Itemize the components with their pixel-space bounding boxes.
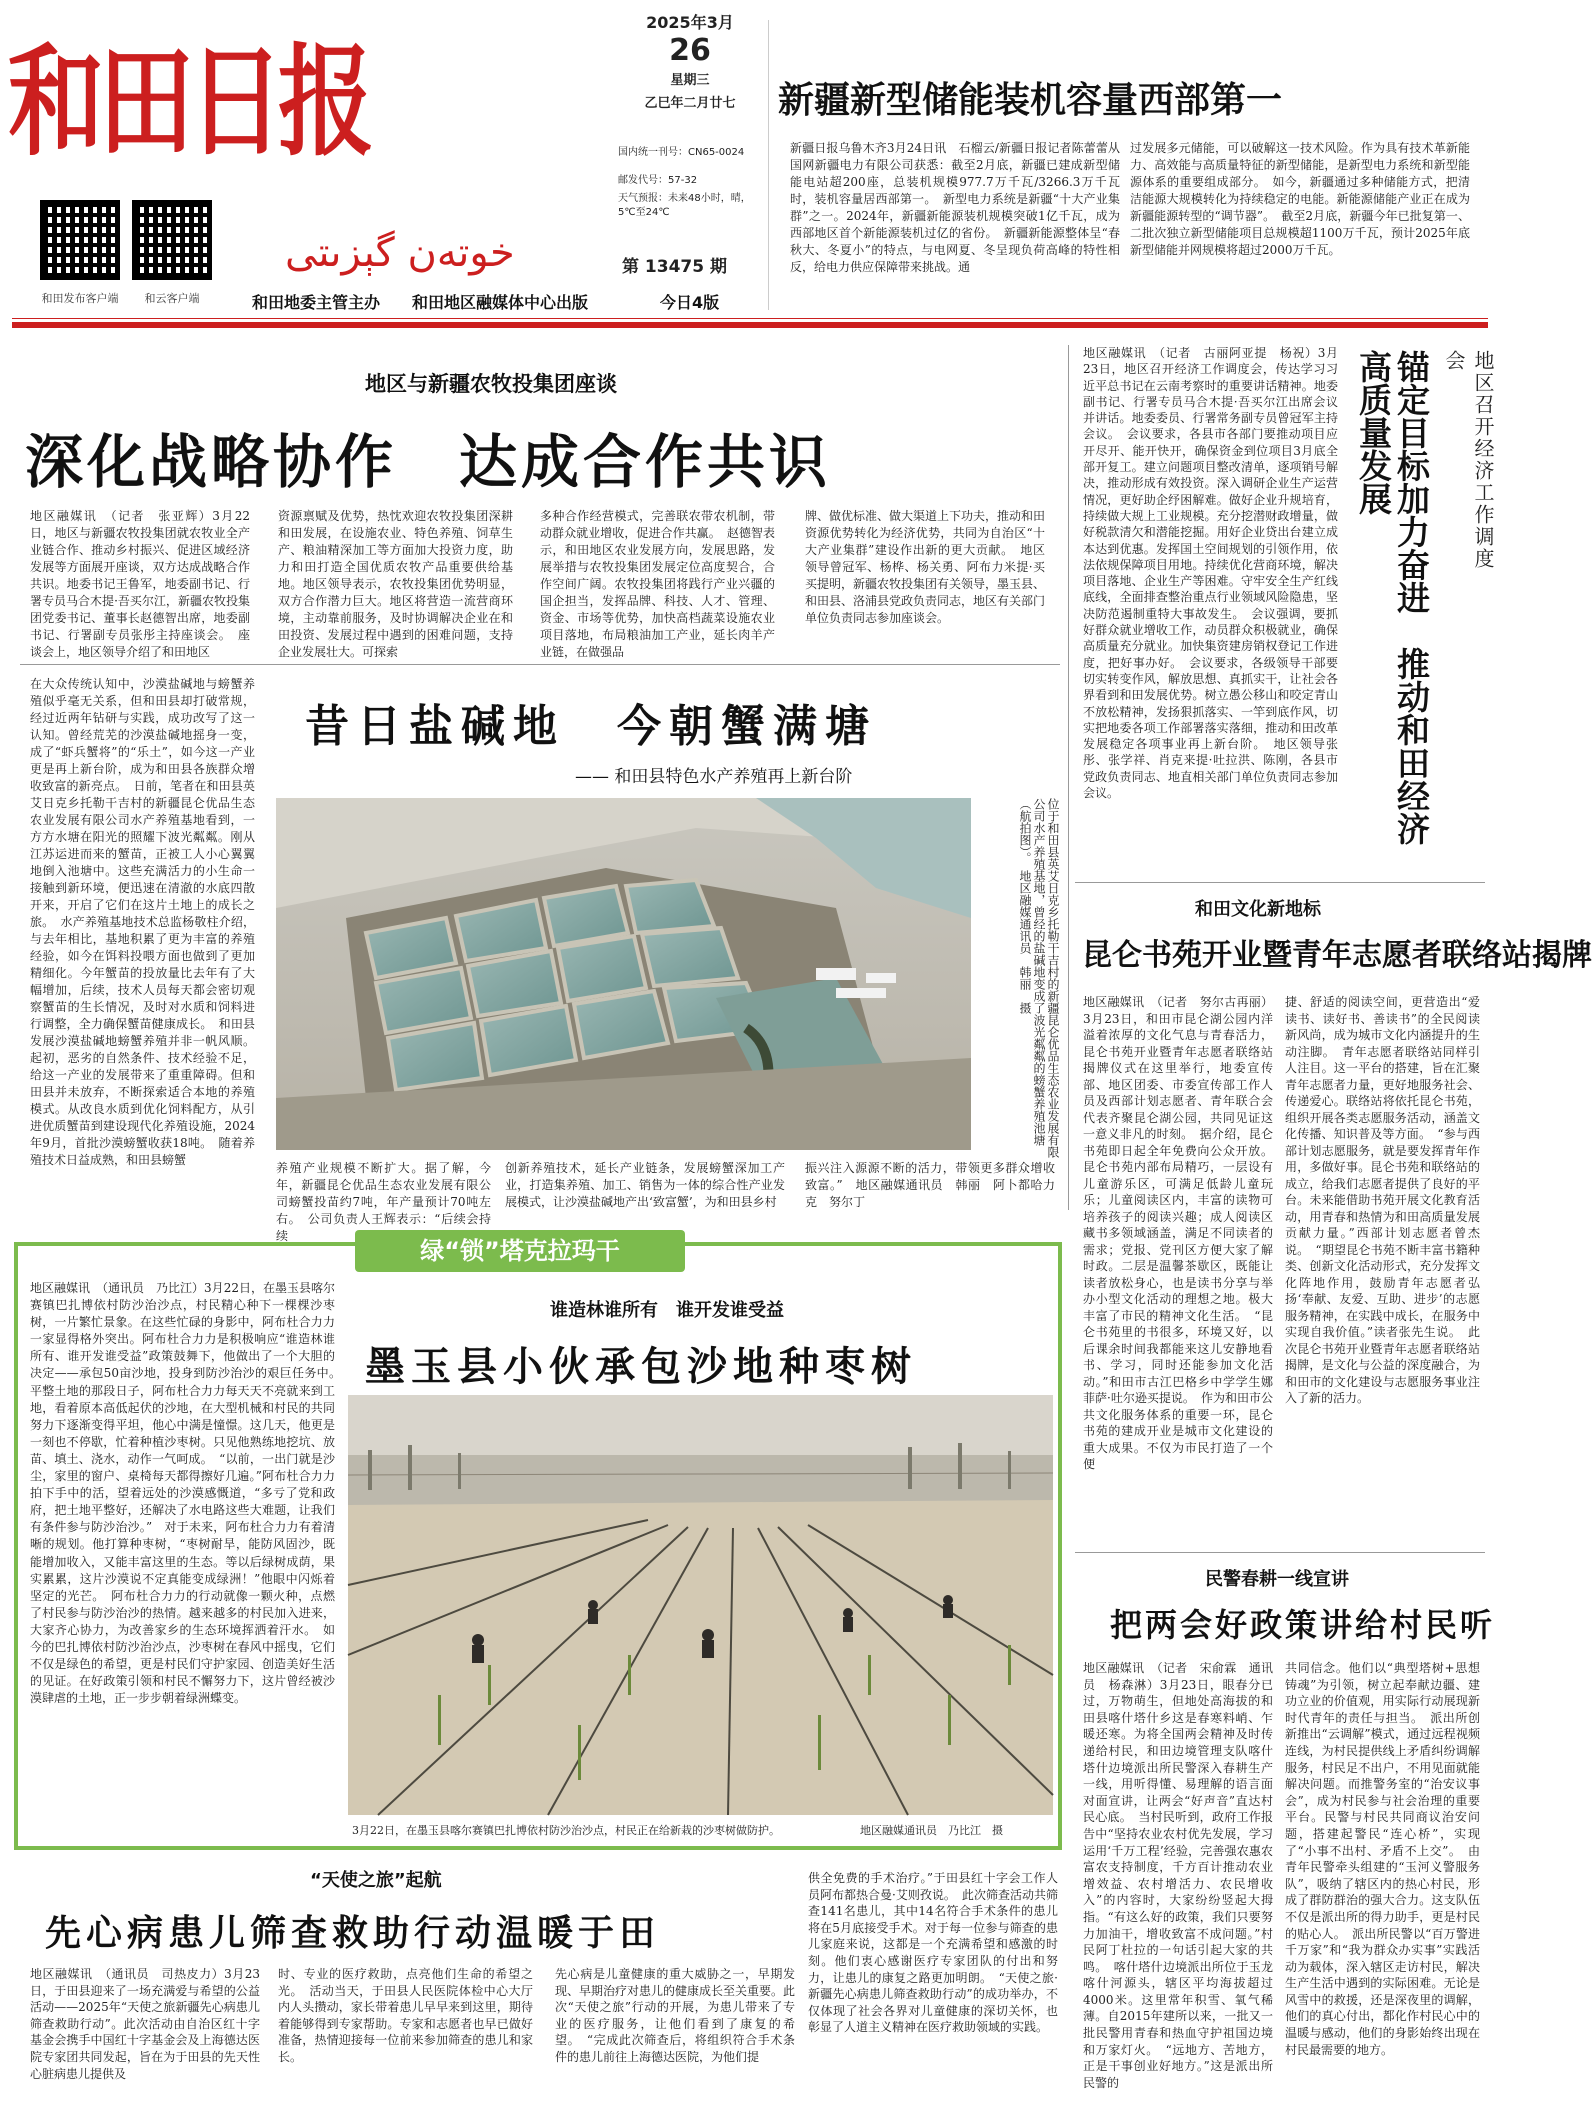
story-c-kicker: 地区召开经济工作调度会: [1442, 350, 1495, 570]
story-g-col1: 地区融媒讯 （通讯员 司热皮力）3月23日，于田县迎来了一场充满爱与希望的公益活动——2025年“天使之旅新疆先心病患儿筛查救助行动”。此次活动由自治区红十字基金会携手中国红十字基金会及上海德达医院专家团共同发起，旨在为于田县的先天性心脏病患儿提供及: [30, 1967, 260, 2081]
story-a-col3: 多种合作经营模式，完善联农带农机制，带动群众就业增收，促进合作共赢。 赵德智表示，和田地区农业发展方向，发展思路，发展举措与农牧投集团发展定位高度契合，合作空间广阔。农牧投集团将践行产业兴疆的国企担当，发挥品牌、科技、人才、管理、资金、市场等优势，加快高档蔬菜设施农业项目落地，布局粮油加工产业，延长肉羊产业链，在做强品: [540, 509, 775, 659]
masthead-rule: [12, 318, 1488, 319]
story-f-kicker: 民警春耕一线宣讲: [1205, 1569, 1349, 1590]
masthead-title: 和田日报: [8, 30, 368, 172]
story-g-kicker: “天使之旅”起航: [310, 1870, 442, 1891]
story-f-col2: 共同信念。他们以“典型塔树+思想铸魂”为引领，树立起奉献边疆、建功立业的价值观，用实际行动展现新时代青年的责任与担当。 派出所创新推出“云调解”模式，通过远程视频连线，为村民提供线上矛盾纠纷调解服务，村民足不出户，不用见面就能解决问题。而推警务室的“治安议事会”，成为村民参与社会治理的重要平台。民警与村民共同商议治安问题，搭建起警民“连心桥”，实现了“小事不出村、矛盾不上交”。 由青年民警牵头组建的“玉河义警服务队”，吸纳了辖区内的热心村民，形成了群防群治的强大合力。这支队伍不仅是派出所的得力助手，更是村民的贴心人。 派出所民警以“百万警进千万家”和“我为群众办实事”实践活动为载体，深入辖区走访村民，解决生产生活中遇到的实际困难。无论是风雪中的救援，还是深夜里的调解，他们的真心付出，都化作村民心中的温暖与感动，他们的身影始终出现在村民最需要的地方。: [1285, 1661, 1480, 2057]
story-c-text: 地区融媒讯 （记者 古丽阿亚提 杨祝）3月23日，地区召开经济工作调度会，传达学习习近平总书记在云南考察时的重要讲话精神。地委副书记、行署专员马合木提·吾买尔江出席会议并讲话。地委委员、行署常务副专员曾冠军主持会议。 会议要求，各县市各部门要推动项目应开尽开、能开快开，确保资金到位项目3月底全部开复工。建立问题项目整改清单，逐项销号解决，推动形成有效投资。深入调研企业生产运营情况，更好助企纾困解难。做好企业升规培育，持续做大规上工业规模。充分挖潜财政增量，做好税款清欠和潜能挖掘。用好企业贷出台建立成本达到优惠。发挥国土空间规划的引领作用，依法依规保障项目用地。持续优化营商环境，解决项目落地、企业生产等困难。守牢安全生产红线底线，全面排查整治重点行业领域风险隐患，坚决防范遏制重特大事故发生。 会议强调，要抓好群众就业增收工作，动员群众积极就业，确保高质量充分就业。加快集资建房销权登记工作进度，把好事办好。 会议要求，各级领导干部要切实转变作风，解放思想、真抓实干，让社会各界看到和田发展优势。树立愚公移山和咬定青山不放松精神，发扬狠抓落实、一竿到底作风，切实把地委各项工作部署落实落细，推动和田改革发展稳定各项事业再上新台阶。 地区领导张彤、张学祥、肖克来提·吐拉洪、陈刚，各县市党政负责同志、地直相关部门单位负责同志参加会议。: [1083, 346, 1338, 801]
qr-code-icon[interactable]: [40, 200, 120, 280]
masthead-uyghur-title: خوتەن گېزىتى: [285, 230, 515, 276]
story-e-photo-credit: 地区融媒通讯员 乃比江 摄: [860, 1824, 1003, 1837]
issue-number: 第 13475 期: [622, 257, 727, 277]
jujube-planting-photo: [348, 1395, 1053, 1815]
story-b-bottom-col3: 振兴注入源源不断的活力，带领更多群众增收致富。” 地区融媒通讯员 韩丽 阿卜都哈力克 努尔丁: [805, 1161, 1055, 1209]
story-g-col4: 供全免费的手术治疗。”于田县红十字会工作人员阿布都热合曼·艾则孜说。 此次筛查活动共筛查141名患儿，其中14名符合手术条件的患儿将在5月底接受手术。对于每一位参与筛查的患儿家庭来说，这都是一个充满希望和感激的时刻。他们衷心感谢医疗专家团队的付出和努力，让患儿的康复之路更加明朗。 “天使之旅·新疆先心病患儿筛查救助行动”的成功举办，不仅体现了社会各界对儿童健康的深切关怀，也彰显了人道主义精神在医疗救助领域的实践。: [808, 1871, 1058, 2035]
story-a-col1: 地区融媒讯 （记者 张亚辉）3月22日，地区与新疆农牧投集团就农牧业全产业链合作、推动乡村振兴、促进区域经济发展等方面展开座谈，双方达成战略合作共识。地委书记王鲁军，地委副书记、行署专员马合木提·吾买尔江，新疆农牧投集团党委书记、董事长赵德智出席，地委副书记、行署副专员张彤主持座谈会。 座谈会上，地区领导介绍了和田地区: [30, 509, 250, 659]
story-g-headline: 先心病患儿筛查救助行动温暖于田: [45, 1912, 661, 1954]
story-d-kicker: 和田文化新地标: [1195, 899, 1321, 920]
story-b-headline: 昔日盐碱地 今朝蟹满塘: [305, 701, 877, 752]
issn: 国内统一刊号：CN65-0024: [618, 147, 745, 158]
story-e-headline: 墨玉县小伙承包沙地种枣树: [365, 1343, 917, 1390]
weather-forecast: 天气预报：未来48小时，晴，5℃至24℃: [618, 193, 751, 218]
issue-lunar: 乙巳年二月廿七: [644, 96, 736, 111]
top-story-col2: 过发展多元储能，可以破解这一技术风险。作为具有技术革新能力、高效能与高质量特征的新型储能，是新型电力系统和新型能源体系的重要组成部分。 如今，新疆通过多种储能方式，把清洁能源大规模转化为持续稳定的电能。新能源储能产业正在成为新疆能源转型的“调节器”。 截至2月底，新疆今年已批复第一、二批次独立新型储能项目总规模超1100万千瓦，预计2025年底新型储能并网规模将超过2000万千瓦。: [1130, 141, 1470, 257]
issue-year-month: 2025年3月: [646, 13, 734, 32]
story-b-bottom-col2: 创新养殖技术，延长产业链条，发展螃蟹深加工产业，打造集养殖、加工、销售为一体的综合性产业发展模式，让沙漠盐碱地产出‘致富蟹’，为和田县乡村: [505, 1161, 785, 1209]
story-d-headline: 昆仑书苑开业暨青年志愿者联络站揭牌: [1082, 938, 1592, 973]
story-e-banner: 绿“锁”塔克拉玛干: [355, 1230, 685, 1272]
story-a-col2: 资源禀赋及优势，热忱欢迎农牧投集团深耕和田发展，在设施农业、特色养殖、饲草生产、粮油精深加工等方面加大投资力度，助力和田打造全国优质农牧产品重要供给基地。地区领导表示，农牧投集团优势明显，双方合作潜力巨大。地区将营造一流营商环境，主动靠前服务，及时协调解决企业在和田投资、发展过程中遇到的困难问题，支持企业发展壮大。可探索: [278, 509, 513, 659]
story-d-col1: 地区融媒讯 （记者 努尔古再丽）3月23日，和田市昆仑湖公园内洋溢着浓厚的文化气息与青春活力，昆仑书苑开业暨青年志愿者联络站揭牌仪式在这里举行，地委宣传部、地区团委、市委宣传部工作人员及西部计划志愿者、青年联合会代表齐聚昆仑湖公园，共同见证这一意义非凡的时刻。 据介绍，昆仑书苑即日起全年免费向公众开放。昆仑书苑内部布局精巧，一层设有儿童游乐区，可满足低龄儿童玩乐；儿童阅读区内，丰富的读物可培养孩子的阅读兴趣；成人阅读区藏书多领域涵盖，满足不同读者的需求；党报、党刊区方便大家了解时政。二层是温馨茶歇区，既能让读者放松身心，也是读书分享与举办小型文化活动的理想之地。极大丰富了市民的精神文化生活。 “昆仑书苑里的书很多，环境又好，以后课余时间我都能来这儿安静地看书、学习，同时还能参加文化活动。”和田市古江巴格乡中学学生娜菲萨·吐尔逊买提说。 作为和田市公共文化服务体系的重要一环，昆仑书苑的建成开业是城市文化建设的重大成果。不仅为市民打造了一个便: [1083, 995, 1273, 1471]
qr2-caption: 和云客户端: [144, 292, 200, 305]
story-f-col1: 地区融媒讯 （记者 宋俞霖 通讯员 杨森淋）3月23日，眼春分已过，万物萌生，但地处高海拔的和田县喀什塔什乡这是春寒料峭、乍暖还寒。为将全国两会精神及时传递给村民，和田边境管理支队喀什塔什边境派出所民警深入春耕生产一线，用听得懂、易理解的语言面对面宣讲，让两会“好声音”直达村民心底。 当村民听到，政府工作报告中“坚持农业农村优先发展，学习运用‘千万工程’经验，完善强农惠农富农支持制度，千方百计推动农业增效益、农村增活力、农民增收入”的内容时，大家纷纷竖起大拇指。“有这么好的政策，我们只要努力加油干，增收致富不成问题。”村民阿丁杜拉的一句话引起大家的共鸣。 喀什塔什边境派出所位于玉龙喀什河源头，辖区平均海拔超过4000米。这里常年积雪、氧气稀薄。自2015年建所以来，一批又一批民警用青春和热血守护祖国边境和万家灯火。 “远地方、苦地方，正是干事创业好地方。”这是派出所民警的: [1083, 1661, 1273, 2090]
qr1-caption: 和田发布客户端: [41, 292, 119, 305]
story-b-bottom-col1: 养殖产业规模不断扩大。据了解，今年，新疆昆仑优品生态农业发展有限公司螃蟹投苗约7吨，年产量预计70吨左右。 公司负责人王辉表示：“后续会持续: [276, 1161, 491, 1243]
publisher-host: 和田地委主管主办: [252, 293, 381, 312]
post-code: 邮发代号：57-32: [618, 175, 698, 186]
story-g-col3: 先心病是儿童健康的重大威胁之一，早期发现、早期治疗对患儿的健康成长至关重要。此次“天使之旅”行动的开展，为患儿带来了专业的医疗服务，让他们看到了康复的希望。 “完成此次筛查后，将组织符合手术条件的患儿前往上海德达医院，为他们提: [555, 1967, 796, 2064]
story-e-photo-caption: 3月22日，在墨玉县喀尔赛镇巴扎博依村防沙治沙点，村民正在给新栽的沙枣树做防护。: [352, 1824, 780, 1837]
story-b-subhead: —— 和田县特色水产养殖再上新台阶: [575, 767, 853, 787]
story-f-headline: 把两会好政策讲给村民听: [1110, 1606, 1496, 1644]
story-c-headline: 锚定目标加力奋进 推动和田经济高质量发展: [1354, 350, 1431, 845]
masthead-red-bar: [12, 322, 1488, 328]
story-g-col2: 时、专业的医疗救助，点亮他们生命的希望之光。 活动当天，于田县人民医院体检中心大厅内人头攒动，家长带着患儿早早来到这里，期待着能够得到专家帮助。专家和志愿者也早已做好准备，热情迎接每一位前来参加筛查的患儿和家长。: [278, 1967, 533, 2064]
page-count: 今日4版: [660, 293, 720, 312]
story-a-headline: 深化战略协作 达成合作共识: [25, 428, 832, 496]
story-e-text: 地区融媒讯 （通讯员 乃比江）3月22日，在墨玉县喀尔赛镇巴扎博依村防沙治沙点，村民精心种下一棵棵沙枣树，一片繁忙景象。在这些忙碌的身影中，阿布杜合力力一家显得格外突出。阿布杜合力力是积极响应“谁造林谁所有、谁开发谁受益”政策鼓舞下，他做出了一个大胆的决定——承包50亩沙地，投身到防沙治沙的艰巨任务中。 平整土地的那段日子，阿布杜合力力每天天不亮就来到工地，看着原本高低起伏的沙地，在大型机械和村民的共同努力下逐渐变得平坦，他心中满是憧憬。这几天，他更是一刻也不停歇，忙着种植沙枣树。只见他熟练地挖坑、放苗、填土、浇水，动作一气呵成。 “以前，一出门就是沙尘，家里的窗户、桌椅每天都得擦好几遍。”阿布杜合力力拍下手中的活，望着远处的沙漠感慨道，“多亏了党和政府，把土地平整好，还解决了水电路这些大难题，让我们有条件参与防沙治沙。” 对于未来，阿布杜合力力有着清晰的规划。他打算种枣树，“枣树耐旱，能防风固沙，既能增加收入，又能丰富这里的生态。等以后绿树成荫，果实累累，这片沙漠说不定真能变成绿洲！”他眼中闪烁着坚定的光芒。 阿布杜合力力的行动就像一颗火种，点燃了村民参与防沙治沙的热情。越来越多的村民加入进来，大家齐心协力，为改善家乡的生态环境挥洒着汗水。 如今的巴扎博依村防沙治沙点，沙枣树在春风中摇曳，它们不仅是绿色的希望，更是村民们守护家园、创造美好生活的见证。在好政策引领和村民不懈努力下，这片曾经被沙漠肆虐的土地，正一步步朝着绿洲蝶变。: [30, 1281, 348, 1706]
story-b-left-col: 在大众传统认知中，沙漠盐碱地与螃蟹养殖似乎毫无关系，但和田县却打破常规，经过近两年钻研与实践，成功改写了这一认知。曾经荒芜的沙漠盐碱地摇身一变，成了“虾兵蟹将”的“乐土”，如今这一产业更是再上新台阶，成为和田县各族群众增收致富的新亮点。 日前，笔者在和田县英艾日克乡托勒干吉村的新疆昆仑优品生态农业发展有限公司水产养殖基地看到，一方方水塘在阳光的照耀下波光粼粼。刚从江苏运进而来的蟹苗，正被工人小心翼翼地倒入池塘中。这些充满活力的小生命一接触到新环境，便迅速在清澈的水底四散开来，开启了它们在这片土地上的成长之旅。 水产养殖基地技术总监杨敬柱介绍，与去年相比，基地积累了更为丰富的养殖经验，如今在饵料投喂方面也做到了更加精细化。今年蟹苗的投放量比去年有了大幅增加，后续，技术人员每天都会密切观察蟹苗的生长情况，及时对水质和饲料进行调整，全力确保蟹苗健康成长。 和田县发展沙漠盐碱地螃蟹养殖并非一帆风顺。起初，恶劣的自然条件、技术经验不足，给这一产业的发展带来了重重障碍。但和田县并未放弃，不断探索适合本地的养殖模式。从改良水质到优化饲料配方，从引进优质蟹苗到建设现代化养殖设施，2024年9月，首批沙漠螃蟹收获18吨。 随着养殖技术日益成熟，和田县螃蟹: [30, 677, 255, 1167]
qr-code-icon[interactable]: [132, 200, 212, 280]
story-d-col2: 捷、舒适的阅读空间，更营造出“爱读书、读好书、善读书”的全民阅读新风尚，成为城市文化内涵提升的生动注脚。 青年志愿者联络站同样引人注目。这一平台的搭建，旨在汇聚青年志愿者力量，更好地服务社会、传递爱心。联络站将依托昆仑书苑，组织开展各类志愿服务活动，涵盖文化传播、知识普及等方面。 “参与西部计划志愿服务，就是要发挥青年作用，多做好事。昆仑书苑和联络站的成立，给我们志愿者提供了良好的平台。未来能借助书苑开展文化教育活动，用青春和热情为和田高质量发展贡献力量。”西部计划志愿者曾杰说。 “期望昆仑书苑不断丰富书籍种类、创新文化活动形式，充分发挥文化阵地作用，鼓励青年志愿者弘扬‘奉献、友爱、互助、进步’的志愿服务精神，在实践中成长，在服务中实现自我价值。”读者张先生说。 此次昆仑书苑开业暨青年志愿者联络站揭牌，是文化与公益的深度融合，为和田市的文化建设与志愿服务事业注入了新的活力。: [1285, 995, 1480, 1405]
crab-ponds-aerial-photo: [276, 798, 971, 1150]
top-story-col1: 新疆日报乌鲁木齐3月24日讯 石榴云/新疆日报记者陈蕾蕾从国网新疆电力有限公司获悉：截至2月底，新疆已建成新型储能电站超200座，总装机规模977.7万千瓦/3266.3万千瓦时，装机容量居西部第一。 新型电力系统是新疆“十大产业集群”之一。2024年，新疆新能源装机规模突破1亿千瓦，成为西部地区首个新能源装机过亿的省份。 新疆新能源整体呈“春秋大、冬夏小”的特点，与电网夏、冬呈现负荷高峰的特性相反，给电力供应保障带来挑战。通: [790, 141, 1120, 274]
story-b-photo-caption: 位于和田县英艾日克乡托勒干吉村的新疆昆仑优品生态农业发展有限公司水产养殖基地，曾经的盐碱地变成了波光粼粼的螃蟹养殖池塘（航拍图）。 地区融媒通讯员 韩丽 摄: [1018, 798, 1060, 1158]
story-a-kicker: 地区与新疆农牧投集团座谈: [365, 372, 617, 396]
issue-weekday: 星期三: [670, 73, 710, 88]
top-story-headline: 新疆新型储能装机容量西部第一: [778, 79, 1283, 121]
publisher-org: 和田地区融媒体中心出版: [412, 293, 589, 312]
story-a-col4: 牌、做优标准、做大渠道上下功夫，推动和田资源优势转化为经济优势，共同为自治区“十大产业集群”建设作出新的更大贡献。 地区领导曾冠军、杨桦、杨关勇、阿布力米提·买买提明，新疆农牧投集团有关领导，墨玉县、和田县、洛浦县党政负责同志，地区有关部门单位负责同志参加座谈会。: [805, 509, 1046, 625]
story-e-kicker: 谁造林谁所有 谁开发谁受益: [550, 1300, 784, 1321]
issue-day: 26: [669, 33, 711, 68]
